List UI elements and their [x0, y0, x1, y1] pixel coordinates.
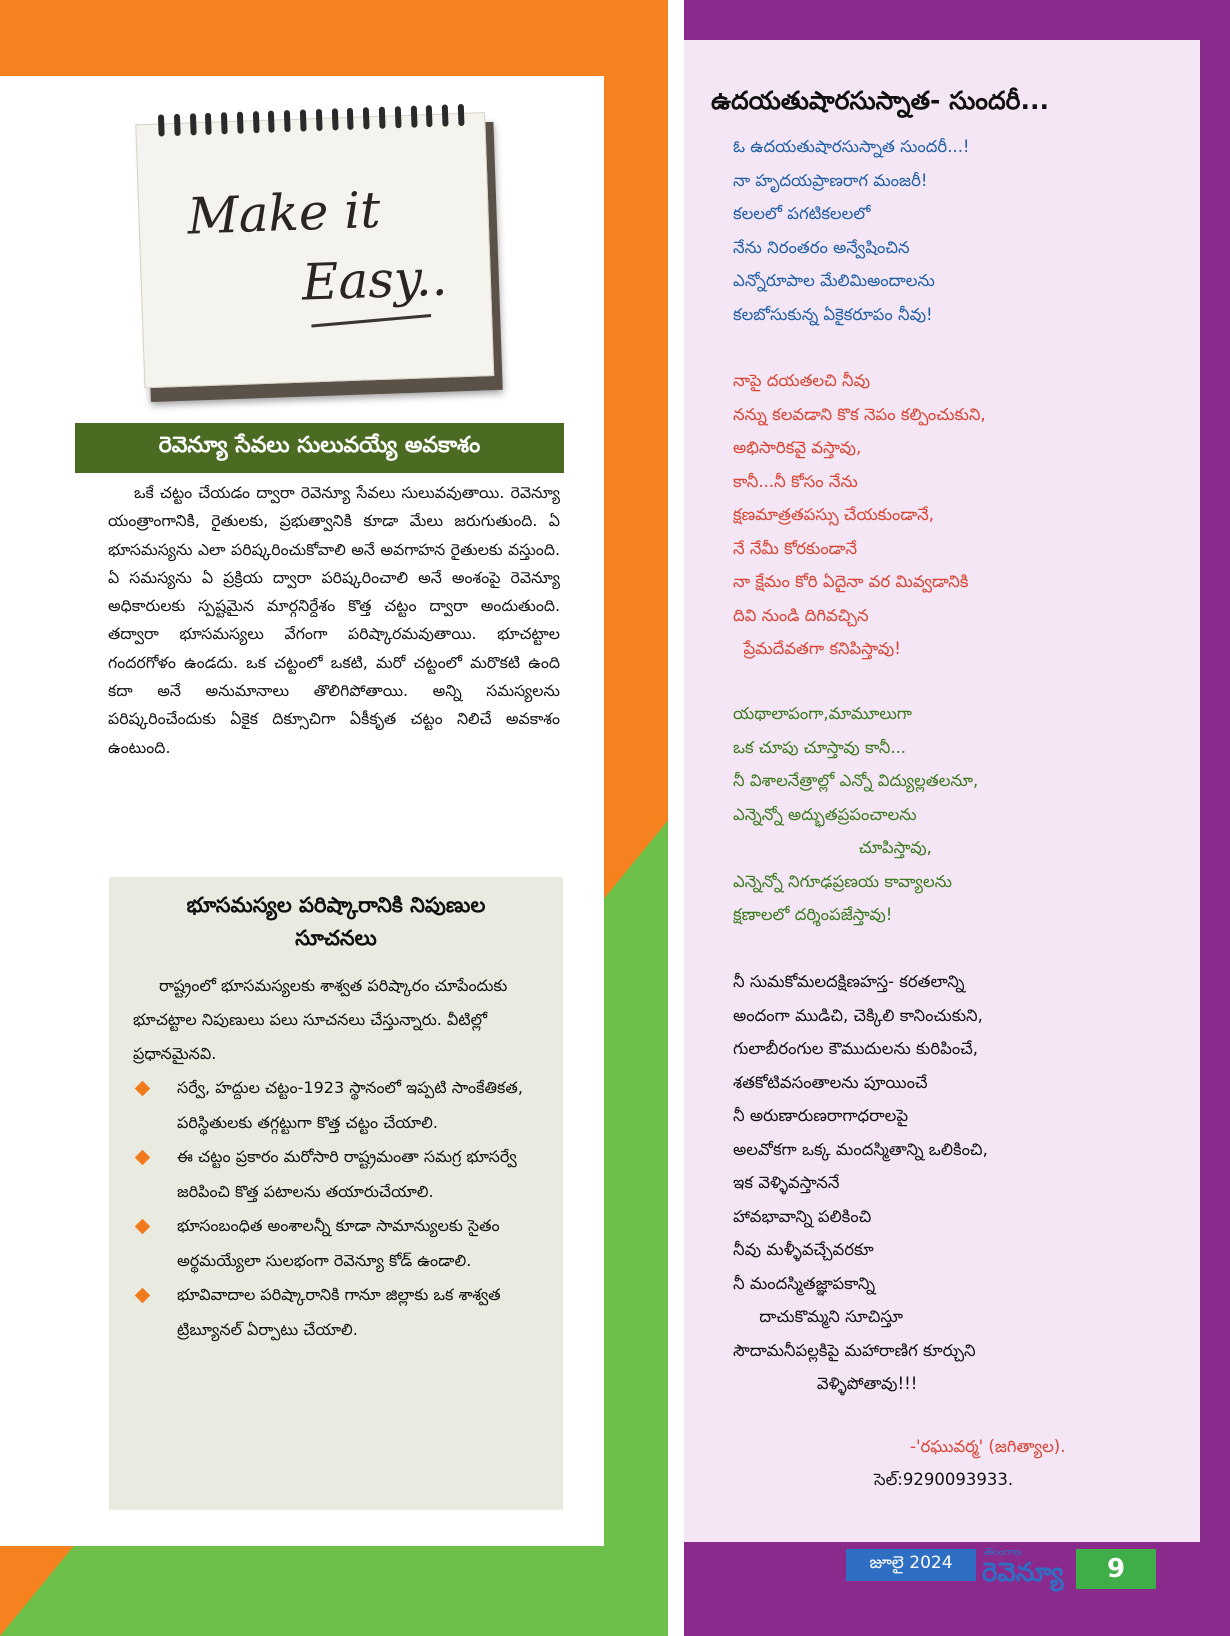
poem-line: నా హృదయప్రాణరాగ మంజరీ!	[733, 170, 928, 190]
poem-line: హావభావాన్ని పలికించి	[733, 1206, 872, 1226]
tip-text: ఈ చట్టం ప్రకారం మరోసారి రాష్ట్రమంతా సమగ్ర భూసర్వే జరిపించి కొత్త పటాలను తయారుచేయాలి.	[177, 1147, 517, 1201]
tips-list	[133, 1071, 553, 1347]
page-number: 9	[1076, 1549, 1156, 1589]
tips-list-item	[133, 1071, 553, 1140]
logo-subtitle: తెలంగాణ	[984, 1547, 1022, 1558]
tips-title	[109, 889, 563, 955]
poem-line: కానీ...నీ కోసం నేను	[733, 471, 858, 491]
tip-text: భూసంబంధిత అంశాలన్నీ కూడా సామాన్యులకు సైతం అర్థమయ్యేలా సులభంగా రెవెన్యూ కోడ్ ఉండాలి.	[177, 1216, 500, 1270]
expert-tips-box	[109, 877, 563, 1510]
poem-line: నీ మందస్మితజ్ఞాపకాన్ని	[733, 1273, 876, 1293]
poem-line: గులాబీరంగుల కౌముదులను కురిపించే,	[733, 1039, 978, 1058]
poem-line: ఓ ఉదయతుషారసుస్నాత సుందరీ...!	[733, 137, 970, 156]
poem-line: ఎన్నెన్నో నిగూఢప్రణయ కావ్యాలను	[733, 871, 952, 891]
poem-line: అభిసారికవై వస్తావు,	[733, 438, 862, 457]
tips-list-item	[133, 1278, 553, 1347]
poem-line: నే నేమీ కోరకుండానే	[733, 538, 858, 558]
make-it-easy-image	[135, 112, 504, 402]
poem-line: నన్ను కలవడాని కొక నెపం కల్పించుకుని,	[733, 404, 986, 424]
poem-stanza-1	[733, 130, 970, 331]
article-banner: రెవెన్యూ సేవలు సులువయ్యే అవకాశం	[75, 423, 564, 473]
poem-line: క్షణమాత్రతపస్సు చేయకుండానే,	[733, 505, 935, 524]
poem-line: ఒక చూపు చూస్తావు కానీ...	[733, 737, 907, 757]
poem-line: ప్రేమదేవతగా కనిపిస్తావు!	[733, 639, 901, 658]
tip-text: భూవివాదాల పరిష్కారానికి గానూ జిల్లాకు ఒక శాశ్వత ట్రిబ్యూనల్ ఏర్పాటు చేయాలి.	[177, 1285, 501, 1339]
poem-line: నాపై దయతలచి నీవు	[733, 371, 871, 390]
tip-text: సర్వే, హద్దుల చట్టం-1923 స్థానంలో ఇప్పటి సాంకేతికత, పరిస్థితులకు తగ్గట్టుగా కొత్త చట్టం చేయాలి.	[177, 1078, 523, 1132]
poem-line: కలలలో పగటికలలలో	[733, 204, 871, 223]
poem-author: -'రఘువర్మ' (జగిత్యాల).	[910, 1437, 1066, 1456]
diamond-bullet-icon	[135, 1150, 151, 1166]
poem-line: నీ అరుణారుణరాగాధరాలపై	[733, 1106, 909, 1125]
image-underline	[311, 314, 431, 327]
poem-line: ఇక వెళ్ళివస్తాననే	[733, 1173, 840, 1192]
poem-line: దివి నుండి దిగివచ్చిన	[733, 605, 869, 625]
poem-line: నీవు మళ్ళీవచ్చేవరకూ	[733, 1240, 874, 1259]
tips-title-line2: సూచనలు	[295, 926, 377, 950]
article-body: ఒకే చట్టం చేయడం ద్వారా రెవెన్యూ సేవలు సులువవుతాయి. రెవెన్యూ యంత్రాంగానికి, రైతులకు, ప్రభుత్వానికి కూడా మేలు జరుగుతుంది. ఏ భూసమస్యను ఎలా పరిష్కరించుకోవాలి అనే అవగాహన రైతులకు వస్తుంది. ఏ సమస్యను ఏ ప్రక్రియ ద్వారా పరిష్కరించాలి అనే అంశంపై రెవెన్యూ అధికారులకు స్పష్టమైన మార్గనిర్దేశం కొత్త చట్టం ద్వారా అందుతుంది. తద్వారా భూసమస్యలు వేగంగా పరిష్కారమవుతాయి. భూచట్టాల గందరగోళం ఉండదు. ఒక చట్టంలో ఒకటి, మరో చట్టంలో మరొకటి ఉంది కదా అనే అనుమానాలు తొలిగిపోతాయి. అన్ని సమస్యలను పరిష్కరించేందుకు ఏకైక దిక్సూచిగా ఏకీకృత చట్టం నిలిచే అవకాశం ఉంటుంది.	[108, 483, 560, 757]
tips-list-item	[133, 1209, 553, 1278]
poem-line: అలవోకగా ఒక్క మందస్మితాన్ని ఒలికించి,	[733, 1139, 988, 1159]
diamond-bullet-icon	[135, 1219, 151, 1235]
tips-list-item	[133, 1140, 553, 1209]
poem-line: సౌదామనీపల్లకిపై మహారాణిగ కూర్చుని	[733, 1340, 976, 1360]
author-phone: సెల్:9290093933.	[874, 1470, 1014, 1489]
notepad-page	[135, 112, 494, 388]
poem-line: చూపిస్తావు,	[733, 838, 932, 857]
page-gutter	[668, 0, 684, 1636]
poem-line: శతకోటివసంతాలను పూయించే	[733, 1072, 928, 1092]
tips-title-line1: భూసమస్యల పరిష్కారానికి నిపుణుల	[186, 893, 486, 917]
poem-line: దాచుకొమ్మని సూచిస్తూ	[733, 1307, 903, 1326]
poem-line: వెళ్ళిపోతావు!!!	[733, 1374, 918, 1393]
logo-title: రెవెన్యూ	[982, 1558, 1064, 1588]
magazine-logo	[982, 1546, 1070, 1592]
issue-date: జూలై 2024	[846, 1549, 976, 1581]
poem-line: కలబోసుకున్న ఏకైకరూపం నీవు!	[733, 304, 933, 324]
poem-line: ఎన్నెన్నో అద్భుతప్రపంచాలను	[733, 804, 917, 824]
diamond-bullet-icon	[135, 1288, 151, 1304]
tips-intro: రాష్ట్రంలో భూసమస్యలకు శాశ్వత పరిష్కారం చూపేందుకు భూచట్టాల నిపుణులు పలు సూచనలు చేస్తున్నారు. వీటిల్లో ప్రధానమైనవి.	[133, 976, 508, 1063]
poem-line: ఎన్నోరూపాల మేలిమిఅందాలను	[733, 271, 935, 290]
poem-title: ఉదయతుషారసుస్నాత- సుందరీ...	[711, 86, 1049, 115]
poem-stanza-4	[733, 965, 988, 1401]
poem-line: నా క్షేమం కోరి ఏదైనా వర మివ్వడానికి	[733, 572, 969, 591]
poem-stanza-2	[733, 364, 986, 666]
poem-stanza-3	[733, 697, 978, 932]
poem-line: అందంగా ముడిచి, చెక్కిలి కానించుకుని,	[733, 1005, 983, 1025]
diamond-bullet-icon	[135, 1081, 151, 1097]
image-text-line1: Make it	[186, 180, 382, 246]
poem-line: యథాలాపంగా,మామూలుగా	[733, 704, 913, 723]
poem-line: క్షణాలలో దర్శింపజేస్తావు!	[733, 905, 893, 924]
poem-line: నీ విశాలనేత్రాల్లో ఎన్నో విద్యుల్లతలనూ,	[733, 771, 979, 790]
image-text-line2: Easy..	[300, 248, 449, 312]
poem-line: నీ సుమకోమలదక్షిణహస్త- కరతలాన్ని	[733, 972, 965, 991]
poem-line: నేను నిరంతరం అన్వేషించిన	[733, 237, 910, 257]
